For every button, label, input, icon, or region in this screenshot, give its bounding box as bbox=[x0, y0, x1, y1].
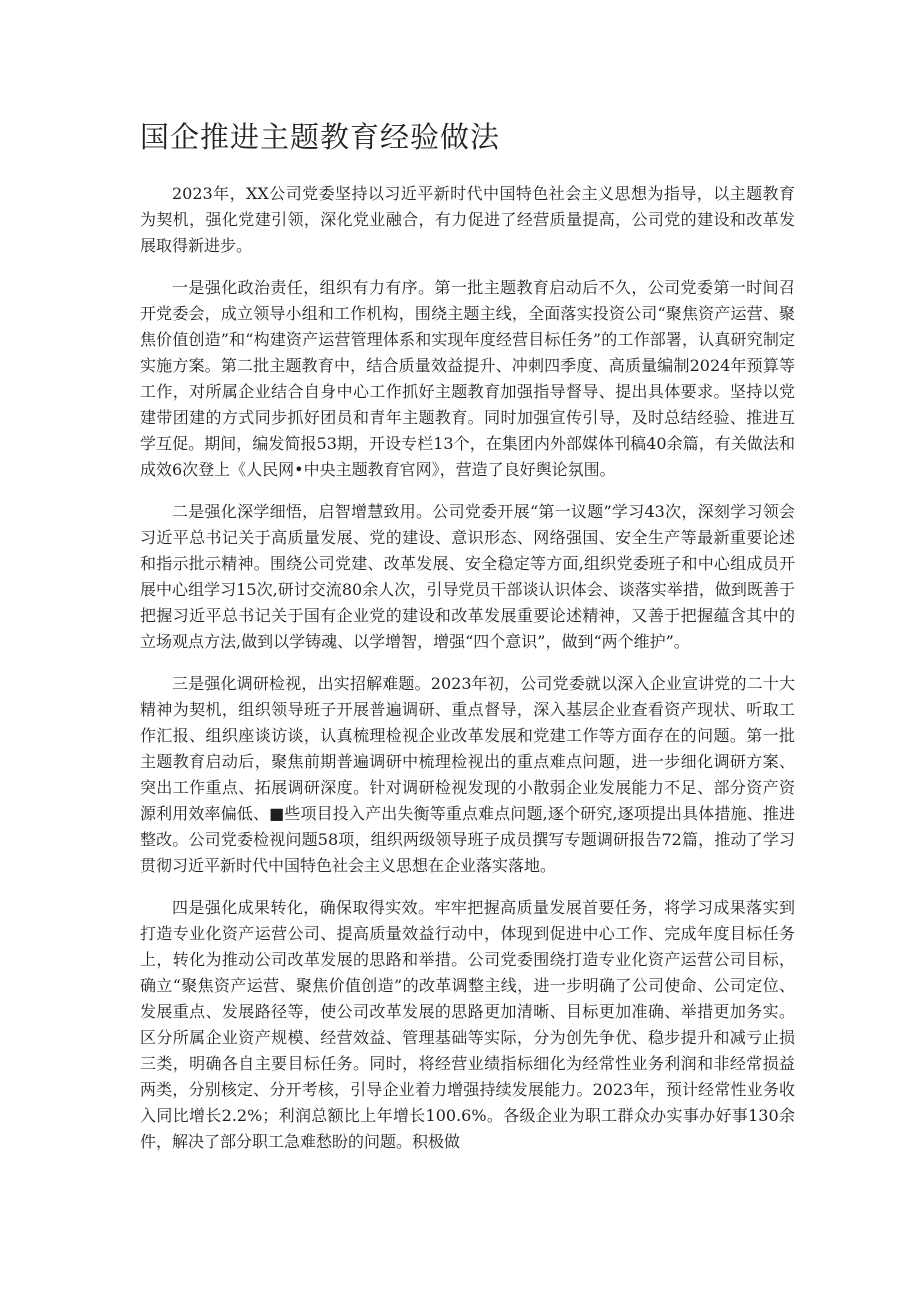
paragraph-results-transformation: 四是强化成果转化，确保取得实效。牢牢把握高质量发展首要任务，将学习成果落实到打造专业化资产运营公司、提高质量效益行动中，体现到促进中心工作、完成年度目标任务上，转化为推动公司改革发展的思路和举措。公司党委围绕打造专业化资产运营公司目标，确立“聚焦资产运营、聚焦价值创造”的改革调整主线，进一步明确了公司使命、公司定位、发展重点、发展路径等，使公司改革发展的思路更加清晰、目标更加准确、举措更加务实。区分所属企业资产规模、经营效益、管理基础等实际，分为创先争优、稳步提升和减亏止损三类，明确各自主要目标任务。同时，将经营业绩指标细化为经常性业务利润和非经常损益两类，分别核定、分开考核，引导企业着力增强持续发展能力。2023年，预计经常性业务收入同比增长2.2%；利润总额比上年增长100.6%。各级企业为职工群众办实事办好事130余件，解决了部分职工急难愁盼的问题。积极做 bbox=[140, 897, 795, 1151]
document-body bbox=[140, 120, 795, 1155]
paragraph-intro: 2023年，XX公司党委坚持以习近平新时代中国特色社会主义思想为指导，以主题教育为契机，强化党建引领，深化党业融合，有力促进了经营质量提高，公司党的建设和改革发展取得新进步。 bbox=[140, 183, 795, 255]
document-title: 国企推进主题教育经验做法 bbox=[140, 120, 501, 154]
paragraph-research-review: 三是强化调研检视，出实招解难题。2023年初，公司党委就以深入企业宣讲党的二十大精神为契机，组织领导班子开展普遍调研、重点督导，深入基层企业查看资产现状、听取工作汇报、组织座谈访谈，认真梳理检视企业改革发展和党建工作等方面存在的问题。第一批主题教育启动后，聚焦前期普遍调研中梳理检视出的重点难点问题，进一步细化调研方案、突出工作重点、拓展调研深度。针对调研检视发现的小散弱企业发展能力不足、部分资产资源利用效率偏低、■些项目投入产出失衡等重点难点问题,逐个研究,逐项提出具体措施、推进整改。公司党委检视问题58项，组织两级领导班子成员撰写专题调研报告72篇，推动了学习贯彻习近平新时代中国特色社会主义思想在企业落实落地。 bbox=[140, 673, 795, 875]
paragraph-deep-study: 二是强化深学细悟，启智增慧致用。公司党委开展“第一议题”学习43次，深刻学习领会习近平总书记关于高质量发展、党的建设、意识形态、网络强国、安全生产等最新重要论述和指示批示精神。围绕公司党建、改革发展、安全稳定等方面,组织党委班子和中心组成员开展中心组学习15次,研讨交流80余人次，引导党员干部谈认识体会、谈落实举措，做到既善于把握习近平总书记关于国有企业党的建设和改革发展重要论述精神，又善于把握蕴含其中的立场观点方法,做到以学铸魂、以学增智，增强“四个意识”，做到“两个维护”。 bbox=[140, 501, 795, 651]
paragraph-political-responsibility: 一是强化政治责任，组织有力有序。第一批主题教育启动后不久，公司党委第一时间召开党委会，成立领导小组和工作机构，围绕主题主线，全面落实投资公司“聚焦资产运营、聚焦价值创造”和“构建资产运营管理体系和实现年度经营目标任务”的工作部署，认真研究制定实施方案。第二批主题教育中，结合质量效益提升、冲刺四季度、高质量编制2024年预算等工作，对所属企业结合自身中心工作抓好主题教育加强指导督导、提出具体要求。坚持以党建带团建的方式同步抓好团员和青年主题教育。同时加强宣传引导，及时总结经验、推进互学互促。期间，编发简报53期，开设专栏13个，在集团内外部媒体刊稿40余篇，有关做法和成效6次登上《人民网•中央主题教育官网》，营造了良好舆论氛围。 bbox=[140, 277, 795, 479]
